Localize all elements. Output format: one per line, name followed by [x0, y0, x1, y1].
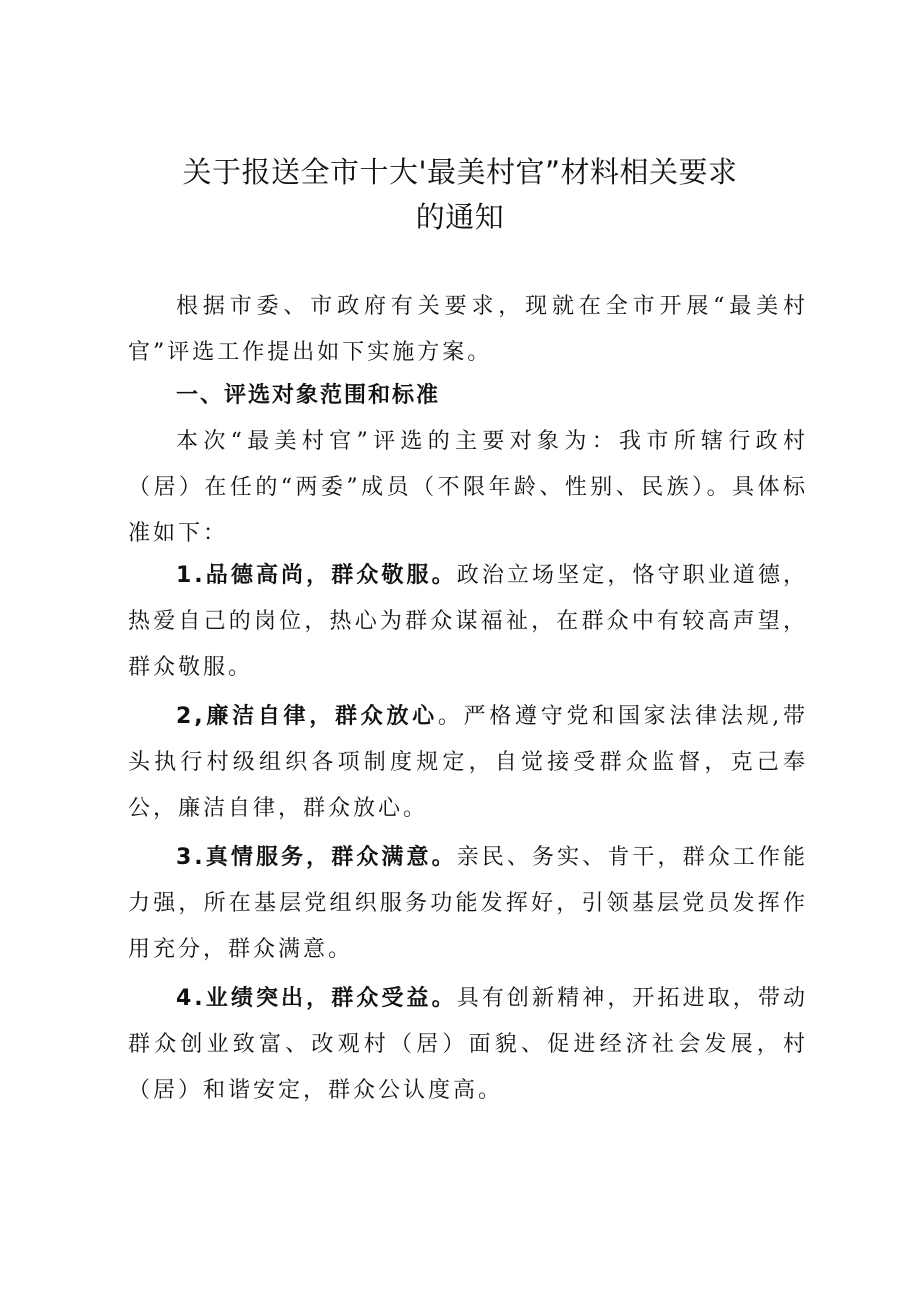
criterion-4-text: 具有创新精神，开拓进取，带动群众创业致富、改观村（居）面貌、促进经济社会发展，村（居）和谐安定，群众公认度高。: [128, 986, 808, 1103]
criterion-1: [128, 553, 808, 691]
document-title-line-1: 关于报送全市十大'最美村官”材料相关要求: [182, 155, 738, 189]
criterion-3: [128, 835, 808, 973]
section-paragraph: 本次“最美村官”评选的主要对象为：我市所辖行政村（居）在任的“两委”成员（不限年龄、性别、民族）。具体标准如下：: [128, 429, 808, 546]
criterion-1-lead: 1.品德高尚，群众敬服。: [176, 563, 457, 588]
criterion-3-text: 亲民、务实、肯干，群众工作能力强，所在基层党组织服务功能发挥好，引领基层党员发挥作用充分，群众满意。: [128, 845, 808, 962]
section-heading: 一、评选对象范围和标准: [176, 383, 441, 408]
intro-paragraph: 根据市委、市政府有关要求，现就在全市开展“最美村官”评选工作提出如下实施方案。: [128, 294, 808, 365]
criterion-4-lead: 4.业绩突出，群众受益。: [176, 986, 457, 1011]
document-title-line-2: 的通知: [415, 200, 505, 234]
criterion-1-text: 政治立场坚定，恪守职业道德，热爱自己的岗位，热心为群众谋福祉，在群众中有较高声望，群众敬服。: [128, 563, 808, 680]
criterion-2-text: 。严格遵守党和国家法律法规,带头执行村级组织各项制度规定，自觉接受群众监督，克己奉公，廉洁自律，群众放心。: [128, 704, 808, 821]
criterion-3-lead: 3.真情服务，群众满意。: [176, 845, 457, 870]
criterion-4: [128, 976, 808, 1114]
criterion-2: [128, 694, 808, 832]
criterion-2-lead: 2,廉洁自律，群众放心: [176, 704, 438, 729]
